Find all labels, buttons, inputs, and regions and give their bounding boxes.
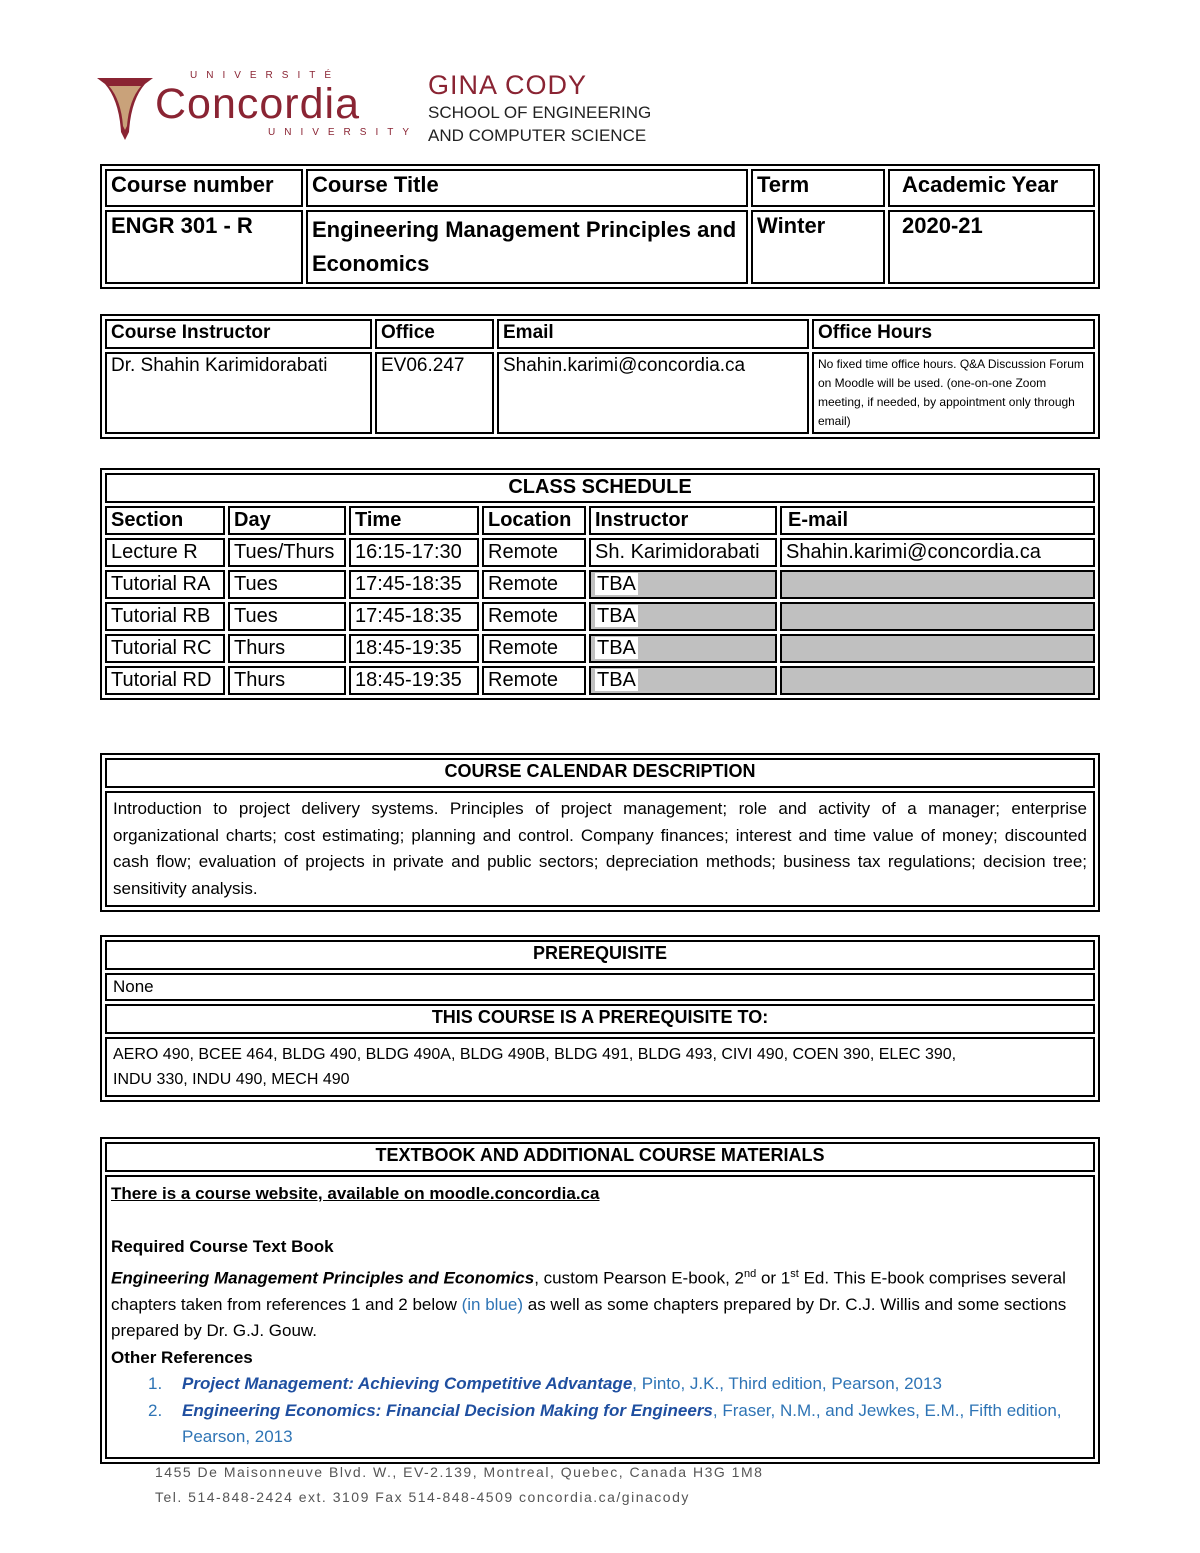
email-header: Email [497, 319, 809, 349]
textbook-table [100, 1137, 1100, 1464]
instructor-office: EV06.247 [375, 352, 494, 434]
term-header: Term [751, 169, 885, 207]
schedule-row [105, 602, 1095, 631]
instructor-header: Course Instructor [105, 319, 372, 349]
course-number: ENGR 301 - R [105, 210, 303, 284]
instructor-cell: TBA [589, 666, 777, 695]
academic-year-header: Academic Year [888, 169, 1095, 207]
school-line-1: SCHOOL OF ENGINEERING [428, 103, 652, 122]
time-cell: 18:45-19:35 [349, 634, 479, 663]
instructor-email[interactable]: Shahin.karimi@concordia.ca [497, 352, 809, 434]
university-label: UNIVERSITY [268, 127, 419, 138]
day-cell: Thurs [228, 634, 346, 663]
school-title: GINA CODY [428, 70, 588, 100]
instructor-cell: TBA [589, 602, 777, 631]
office-header: Office [375, 319, 494, 349]
day-cell: Tues [228, 602, 346, 631]
concordia-crest-icon [95, 70, 155, 140]
location-cell: Remote [482, 666, 586, 695]
instructor-name: Dr. Shahin Karimidorabati [105, 352, 372, 434]
office-hours: No fixed time office hours. Q&A Discussion Forum on Moodle will be used. (one-on-one Zoom meeting, if needed, by appointment only through email) [812, 352, 1095, 434]
day-cell: Tues/Thurs [228, 538, 346, 567]
section-cell: Tutorial RA [105, 570, 225, 599]
location-cell: Remote [482, 538, 586, 567]
course-title: Engineering Management Principles and Economics [306, 210, 748, 284]
location-cell: Remote [482, 570, 586, 599]
class-schedule-table [100, 468, 1100, 700]
schedule-row [105, 666, 1095, 695]
schedule-row [105, 538, 1095, 567]
instructor-cell: Sh. Karimidorabati [589, 538, 777, 567]
prerequisite-table [100, 935, 1100, 1102]
schedule-col-header: Instructor [589, 506, 777, 535]
calendar-description-text: Introduction to project delivery systems. Principles of project management; role and activity of a manager; enterprise organizational charts; cost estimating; planning and control. Company finances; interest and time value of money; discounted cash flow; evaluation of projects in private and public sectors; depreciation methods; business tax regulations; decision tree; sensitivity analysis. [105, 791, 1095, 907]
schedule-col-header: E-mail [780, 506, 1095, 535]
required-textbook-heading: Required Course Text Book [111, 1237, 334, 1256]
email-cell[interactable]: Shahin.karimi@concordia.ca [780, 538, 1095, 567]
prerequisite-to-line: AERO 490, BCEE 464, BLDG 490, BLDG 490A, BLDG 490B, BLDG 491, BLDG 493, CIVI 490, COEN 390, ELEC 390, [113, 1046, 957, 1063]
section-cell: Tutorial RB [105, 602, 225, 631]
location-cell: Remote [482, 602, 586, 631]
course-number-header: Course number [105, 169, 303, 207]
calendar-description-table [100, 753, 1100, 912]
schedule-header-row [105, 506, 1095, 535]
time-cell: 17:45-18:35 [349, 570, 479, 599]
section-cell: Tutorial RC [105, 634, 225, 663]
course-info-table [100, 164, 1100, 289]
instructor-table [100, 314, 1100, 439]
textbook-content [105, 1175, 1095, 1459]
time-cell: 16:15-17:30 [349, 538, 479, 567]
time-cell: 18:45-19:35 [349, 666, 479, 695]
required-textbook-paragraph: Engineering Management Principles and Economics, custom Pearson E-book, 2nd or 1st Ed. This E-book comprises several chapters taken from references 1 and 2 below (in blue) as well as some chapters prepared by Dr. C.J. Willis and some sections prepared by Dr. G.J. Gouw. [111, 1267, 1067, 1341]
schedule-col-header: Day [228, 506, 346, 535]
universite-label: UNIVERSITÉ [190, 70, 341, 81]
schedule-row [105, 634, 1095, 663]
prerequisite-to-title: THIS COURSE IS A PREREQUISITE TO: [105, 1004, 1095, 1034]
section-cell: Lecture R [105, 538, 225, 567]
day-cell: Thurs [228, 666, 346, 695]
schedule-col-header: Location [482, 506, 586, 535]
instructor-cell: TBA [589, 570, 777, 599]
instructor-cell: TBA [589, 634, 777, 663]
reference-title: Engineering Economics: Financial Decision Making for Engineers [182, 1400, 713, 1420]
concordia-wordmark: Concordia [155, 80, 360, 128]
reference-item: 1. Project Management: Achieving Competitive Advantage, Pinto, J.K., Third edition, Pearson, 2013 [148, 1374, 942, 1394]
schedule-col-header: Section [105, 506, 225, 535]
reference-title: Project Management: Achieving Competitive Advantage [182, 1374, 633, 1394]
academic-year: 2020-21 [888, 210, 1095, 284]
day-cell: Tues [228, 570, 346, 599]
location-cell: Remote [482, 634, 586, 663]
reference-item: 2. Engineering Economics: Financial Decision Making for Engineers, Fraser, N.M., and Jewkes, E.M., Fifth edition, Pearson, 2013 [148, 1400, 1062, 1447]
email-cell [780, 602, 1095, 631]
school-line-2: AND COMPUTER SCIENCE [428, 126, 647, 145]
section-cell: Tutorial RD [105, 666, 225, 695]
book-title: Engineering Management Principles and Economics [111, 1268, 535, 1288]
email-cell [780, 634, 1095, 663]
time-cell: 17:45-18:35 [349, 602, 479, 631]
course-website-link[interactable]: There is a course website, available on moodle.concordia.ca [111, 1184, 600, 1203]
footer-address: 1455 De Maisonneuve Blvd. W., EV-2.139, Montreal, Quebec, Canada H3G 1M8 [155, 1464, 764, 1480]
prerequisite-title: PREREQUISITE [105, 940, 1095, 970]
schedule-row [105, 570, 1095, 599]
term: Winter [751, 210, 885, 284]
prerequisite-to-list [105, 1037, 1095, 1097]
prerequisite-value: None [105, 973, 1095, 1001]
email-cell [780, 666, 1095, 695]
office-hours-header: Office Hours [812, 319, 1095, 349]
course-title-header: Course Title [306, 169, 748, 207]
textbook-title: TEXTBOOK AND ADDITIONAL COURSE MATERIALS [105, 1142, 1095, 1172]
schedule-col-header: Time [349, 506, 479, 535]
prerequisite-to-line: INDU 330, INDU 490, MECH 490 [113, 1071, 350, 1088]
footer-contact: Tel. 514-848-2424 ext. 3109 Fax 514-848-4509 concordia.ca/ginacody [155, 1489, 690, 1505]
other-references-heading: Other References [111, 1347, 253, 1367]
class-schedule-title: CLASS SCHEDULE [105, 473, 1095, 503]
calendar-description-title: COURSE CALENDAR DESCRIPTION [105, 758, 1095, 788]
email-cell [780, 570, 1095, 599]
in-blue-note: (in blue) [461, 1294, 524, 1314]
